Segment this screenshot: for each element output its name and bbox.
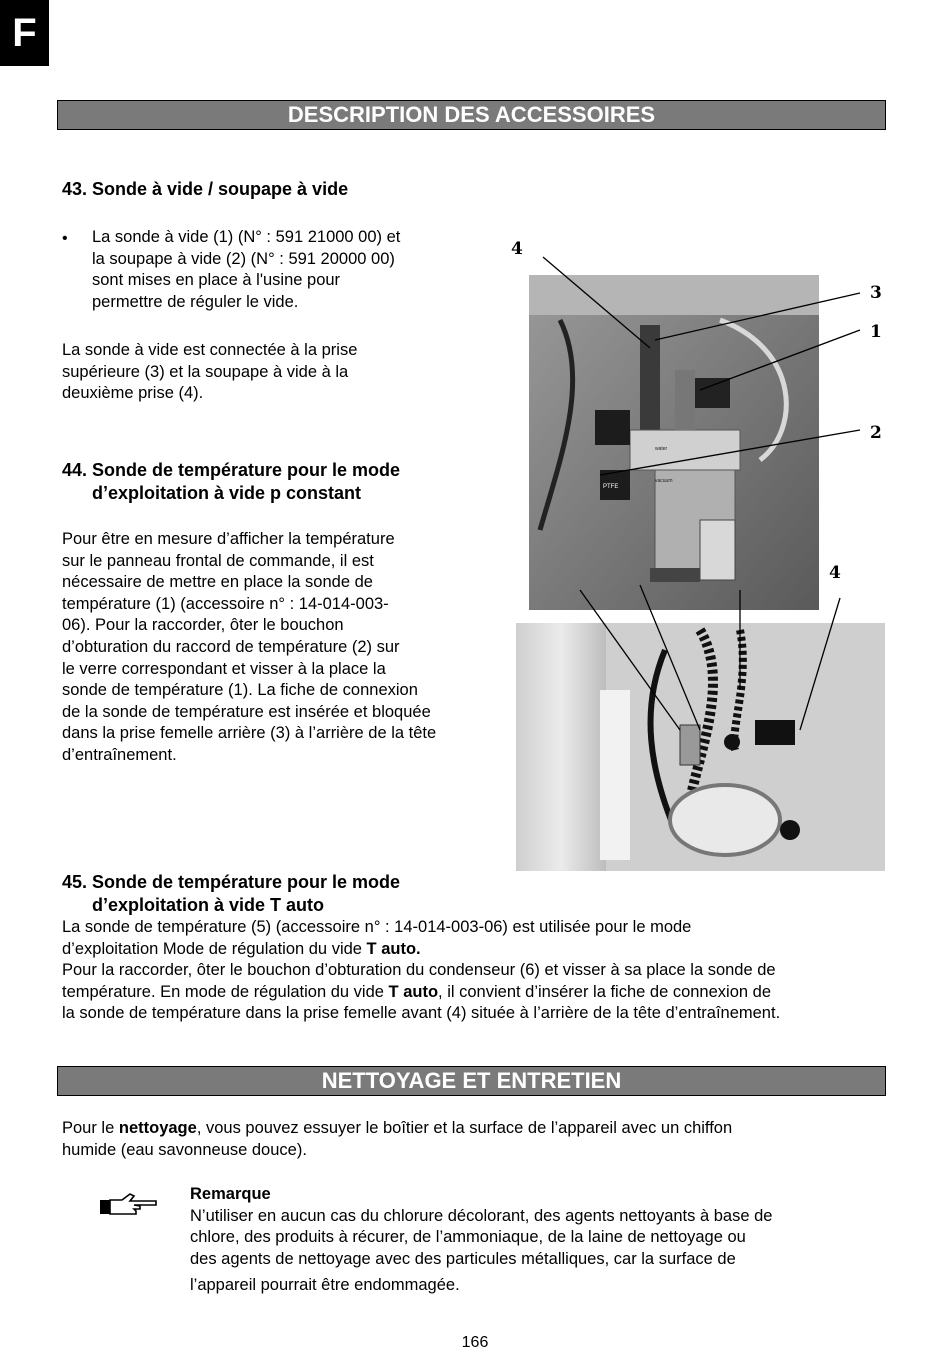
bullet-text-43 [92, 227, 400, 313]
text-span: , vous pouvez essuyer le boîtier et la surface de l’appareil avec un chiffon [196, 1119, 733, 1137]
bold-span: T auto. [366, 939, 421, 958]
note-block [190, 1184, 890, 1297]
heading-title: Sonde de température pour le mode [92, 460, 401, 480]
callout-3: 3 [870, 283, 882, 303]
text-line: la sonde de température dans la prise femelle avant (4) située à l’arrière de la tête d’entraînement. [62, 1004, 781, 1023]
heading-43 [62, 178, 348, 201]
bullet-line: la soupape à vide (2) (N° : 591 20000 00) [92, 249, 395, 268]
text-line: nécessaire de mettre en place la sonde de [62, 573, 373, 592]
heading-number: 44. [62, 460, 88, 480]
callout-4-top: 4 [511, 239, 523, 259]
text-line: La sonde à vide est connectée à la prise [62, 341, 358, 359]
text-line [62, 982, 892, 1004]
page-number: 166 [461, 1334, 489, 1351]
text-line: dans la prise femelle arrière (3) à l’arrière de la tête [62, 724, 437, 743]
heading-title: Sonde de température pour le mode [92, 872, 401, 892]
text-line: le verre correspondant et visser à la place la [62, 659, 386, 678]
note-title: Remarque [190, 1185, 271, 1203]
heading-title-line2: d’exploitation à vide p constant [92, 483, 362, 503]
paragraph-45 [62, 917, 892, 1025]
heading-45 [62, 871, 400, 917]
bullet-line: permettre de réguler le vide. [92, 292, 299, 311]
paragraph-cleaning [62, 1118, 892, 1161]
paragraph-43 [62, 340, 357, 405]
text-span: d’exploitation Mode de régulation du vide [62, 939, 367, 958]
text-span: , il convient d’insérer la fiche de connexion de [438, 982, 771, 1001]
note-line: chlore, des produits à récurer, de l’ammoniaque, de la laine de nettoyage ou [190, 1228, 746, 1247]
section-banner-accessories: DESCRIPTION DES ACCESSOIRES [57, 100, 886, 130]
bold-span: nettoyage [118, 1119, 197, 1137]
bold-span: T auto [388, 982, 439, 1001]
language-tab: F [0, 0, 49, 66]
paragraph-44 [62, 529, 436, 767]
ptfe-label: PTFE [603, 484, 619, 490]
device-photo-figure [500, 230, 900, 880]
text-line: sonde de température (1). La fiche de connexion [62, 681, 418, 700]
note-line: l’appareil pourrait être endommagée. [190, 1276, 460, 1295]
pointing-hand-icon [100, 1192, 160, 1220]
text-line: Pour être en mesure d’afficher la température [62, 530, 395, 548]
text-line: d’obturation du raccord de température (2) sur [62, 637, 400, 656]
section-banner-cleaning: NETTOYAGE ET ENTRETIEN [57, 1066, 886, 1096]
water-heatingbath-label: water [655, 446, 668, 452]
callout-2: 2 [870, 423, 882, 443]
text-line: d’entraînement. [62, 745, 177, 764]
text-line: sur le panneau frontal de commande, il est [62, 551, 374, 570]
text-span: Pour le [62, 1119, 119, 1137]
callout-4-bottom: 4 [829, 563, 841, 583]
text-line: La sonde de température (5) (accessoire n° : 14-014-003-06) est utilisée pour le mode [62, 918, 692, 936]
heading-number: 43. [62, 179, 88, 199]
heading-number: 45. [62, 872, 88, 892]
vacuum-pump-label: vacuum [655, 478, 673, 484]
heading-title: Sonde à vide / soupape à vide [92, 179, 349, 199]
bullet-icon: • [62, 230, 68, 247]
bullet-line: sont mises en place à l'usine pour [92, 271, 341, 290]
heading-title-line2: d’exploitation à vide T auto [92, 895, 325, 915]
text-line [62, 1118, 892, 1140]
text-line: deuxième prise (4). [62, 384, 204, 403]
text-line: température (1) (accessoire n° : 14-014-003- [62, 594, 389, 613]
callout-1: 1 [870, 322, 882, 342]
note-line: N’utiliser en aucun cas du chlorure décolorant, des agents nettoyants à base de [190, 1206, 773, 1225]
text-line: Pour la raccorder, ôter le bouchon d’obturation du condenseur (6) et visser à sa place la sonde de [62, 961, 776, 980]
text-line: de la sonde de température est insérée et bloquée [62, 702, 431, 721]
bullet-line: La sonde à vide (1) (N° : 591 21000 00) et [92, 228, 401, 246]
text-line: humide (eau savonneuse douce). [62, 1140, 307, 1159]
text-line: supérieure (3) et la soupape à vide à la [62, 362, 349, 381]
text-span: température. En mode de régulation du vide [62, 982, 389, 1001]
heading-44 [62, 459, 400, 505]
note-line: des agents de nettoyage avec des particules métalliques, car la surface de [190, 1249, 736, 1268]
text-line [62, 939, 892, 961]
text-line: 06). Pour la raccorder, ôter le bouchon [62, 616, 344, 635]
